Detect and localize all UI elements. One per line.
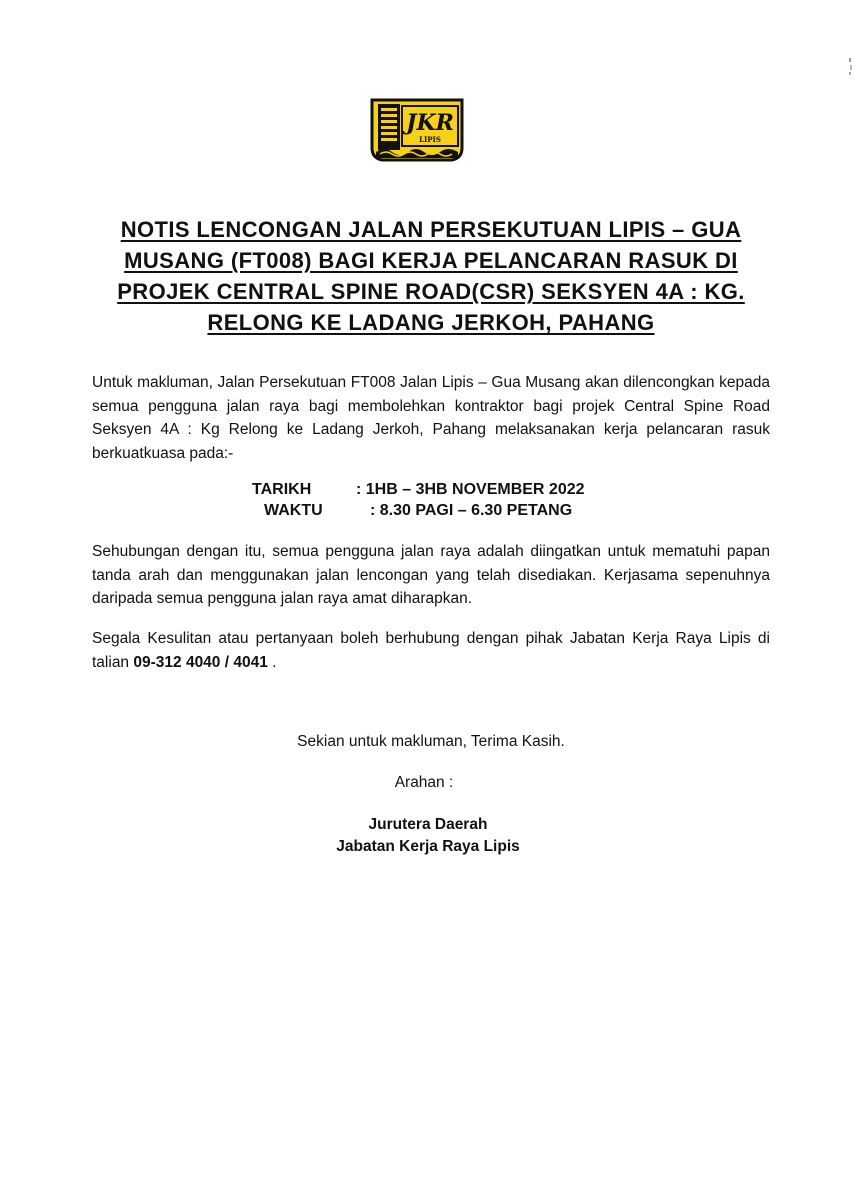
jkr-logo xyxy=(362,92,472,172)
title-line: NOTIS LENCONGAN JALAN PERSEKUTUAN LIPIS – GUA xyxy=(120,217,742,242)
intro-paragraph: Untuk makluman, Jalan Persekutuan FT008 Jalan Lipis – Gua Musang akan dilencongkan kepada semua pengguna jalan raya bagi membolehkan kontraktor bagi projek Central Spine Road Seksyen 4A : Kg Relong ke Ladang Jerkoh, Pahang melaksanakan kerja pelancaran rasuk berkuatkuasa pada:- xyxy=(92,374,770,462)
date-value: : 1HB – 3HB NOVEMBER 2022 xyxy=(356,481,585,498)
contact-text: Segala Kesulitan atau pertanyaan boleh berhubung dengan pihak Jabatan Kerja Raya Lipis di talian xyxy=(92,630,770,671)
signatory-title: Jurutera Daerah xyxy=(368,816,488,833)
title-line: MUSANG (FT008) BAGI KERJA PELANCARAN RASUK DI xyxy=(124,248,738,273)
advisory-paragraph: Sehubungan dengan itu, semua pengguna jalan raya adalah diingatkan untuk mematuhi papan tanda arah dan menggunakan jalan lencongan yang telah disediakan. Kerjasama sepenuhnya daripada semua pengguna jalan raya amat diharapkan. xyxy=(92,543,770,607)
logo-text: JKR xyxy=(406,110,454,136)
closing-line: Sekian untuk makluman, Terima Kasih. xyxy=(297,733,565,750)
time-label: WAKTU xyxy=(264,502,323,519)
scan-mark-icon xyxy=(848,58,854,76)
time-value: : 8.30 PAGI – 6.30 PETANG xyxy=(370,502,573,519)
jkr-logo-icon xyxy=(362,92,472,172)
notice-title xyxy=(90,214,772,338)
logo-subtext: LIPIS xyxy=(419,135,441,144)
title-line: PROJEK CENTRAL SPINE ROAD(CSR) SEKSYEN 4A : KG. xyxy=(117,279,745,304)
phone-number: 09-312 4040 / 4041 xyxy=(133,653,268,671)
title-line: RELONG KE LADANG JERKOH, PAHANG xyxy=(207,310,655,335)
contact-end: . xyxy=(272,653,277,671)
date-label: TARIKH xyxy=(252,481,312,498)
contact-paragraph xyxy=(92,627,770,674)
signatory-org: Jabatan Kerja Raya Lipis xyxy=(336,838,520,855)
arahan-label: Arahan : xyxy=(394,774,454,791)
